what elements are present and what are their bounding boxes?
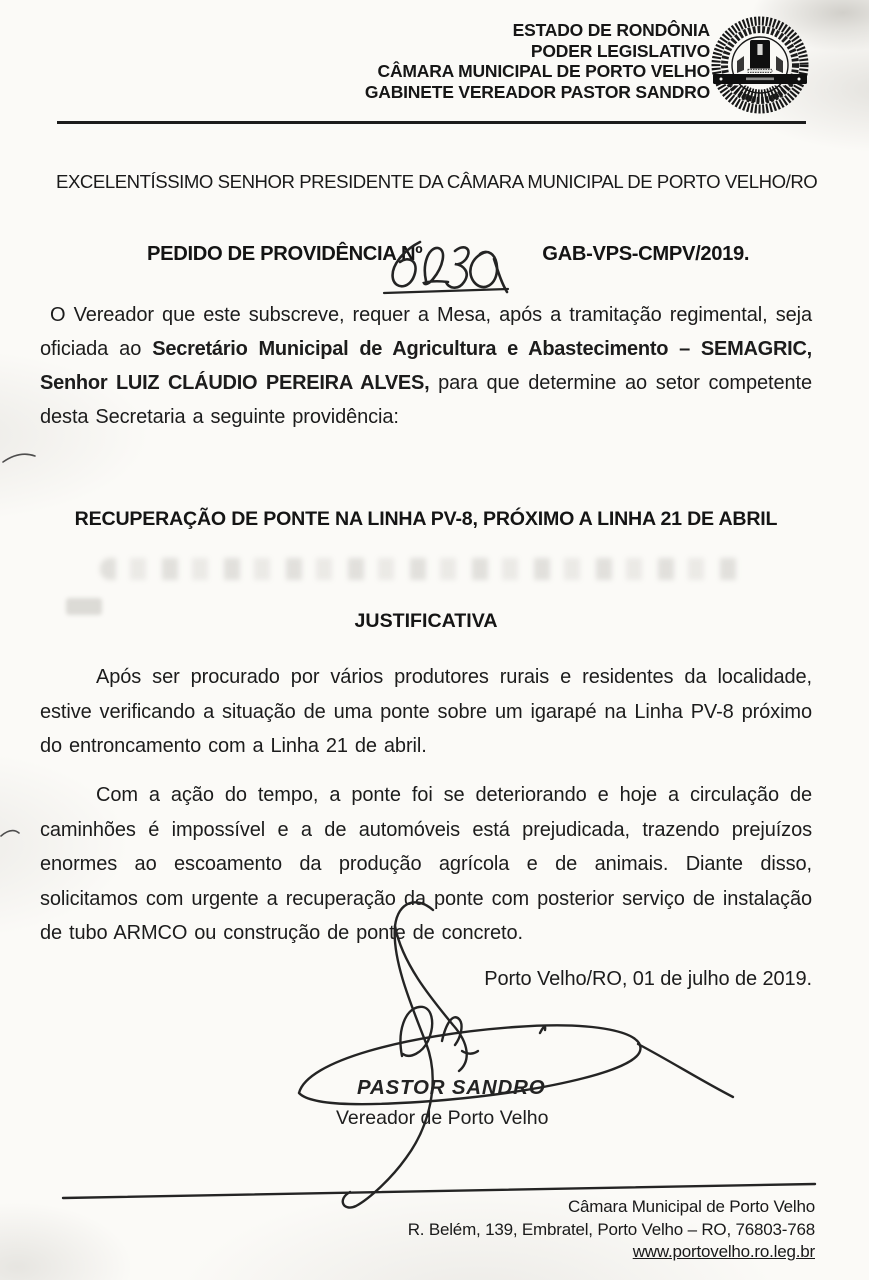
intro-paragraph <box>40 298 812 434</box>
justification-heading: JUSTIFICATIVA <box>354 610 498 632</box>
letterhead-line-state: ESTADO DE RONDÔNIA <box>512 20 710 40</box>
footer-line-chamber: Câmara Municipal de Porto Velho <box>567 1197 815 1216</box>
footer-line-address: R. Belém, 139, Embratel, Porto Velho – RO, 76803-768 <box>407 1219 815 1239</box>
stray-pen-marks <box>1 454 35 836</box>
justification-paragraph-2: Com a ação do tempo, a ponte foi se deteriorando e hoje a circulação de caminhões é impossível e a de automóveis está prejudicada, trazendo prejuízos enormes ao escoamento da produção agrícola e de animais. Diante disso, solicitamos com urgente a recuperação da ponte com posterior serviço de instalação de tubo ARMCO ou construção de ponte de concreto. <box>40 784 812 944</box>
petition-title-suffix: GAB-VPS-CMPV/2019. <box>542 243 750 265</box>
letterhead <box>365 20 710 102</box>
letterhead-divider-rule <box>57 121 806 124</box>
intro-text-1: O Vereador que este subscreve, requer a Mesa, após a tramitação regimental, seja oficiada ao <box>40 304 812 360</box>
signature-name: PASTOR SANDRO <box>357 1076 546 1099</box>
petition-title <box>147 243 787 266</box>
letterhead-line-office: GABINETE VEREADOR PASTOR SANDRO <box>364 81 710 102</box>
handwritten-number-area <box>422 259 542 260</box>
ink-bleed-smudge <box>100 558 745 580</box>
letterhead-line-power: PODER LEGISLATIVO <box>530 40 710 61</box>
justification-paragraph-1: Após ser procurado por vários produtores rurais e residentes da localidade, estive verificando a situação de uma ponte sobre um igarapé na Linha PV-8 próximo do entroncamento com a Linha 21 de abril. <box>40 666 812 757</box>
intro-text-2: para que determine ao setor competente desta Secretaria a seguinte providência: <box>40 372 812 428</box>
addressee-line: EXCELENTÍSSIMO SENHOR PRESIDENTE DA CÂMARA MUNICIPAL DE PORTO VELHO/RO <box>56 171 818 192</box>
chamber-seal-icon <box>710 14 810 116</box>
intro-bold-secretary: Secretário Municipal de Agricultura e Abastecimento – SEMAGRIC, Senhor LUIZ CLÁUDIO PEREIRA ALVES, <box>40 338 812 394</box>
petition-title-prefix: PEDIDO DE PROVIDÊNCIA Nº <box>147 243 423 265</box>
letterhead-line-chamber: CÂMARA MUNICIPAL DE PORTO VELHO <box>377 61 710 81</box>
date-line: Porto Velho/RO, 01 de julho de 2019. <box>484 968 812 990</box>
subject-heading: RECUPERAÇÃO DE PONTE NA LINHA PV-8, PRÓXIMO A LINHA 21 DE ABRIL <box>74 508 778 530</box>
signature-role: Vereador de Porto Velho <box>336 1107 549 1129</box>
footer-block <box>408 1196 815 1264</box>
footer-website-link: www.portovelho.ro.leg.br <box>632 1242 815 1261</box>
